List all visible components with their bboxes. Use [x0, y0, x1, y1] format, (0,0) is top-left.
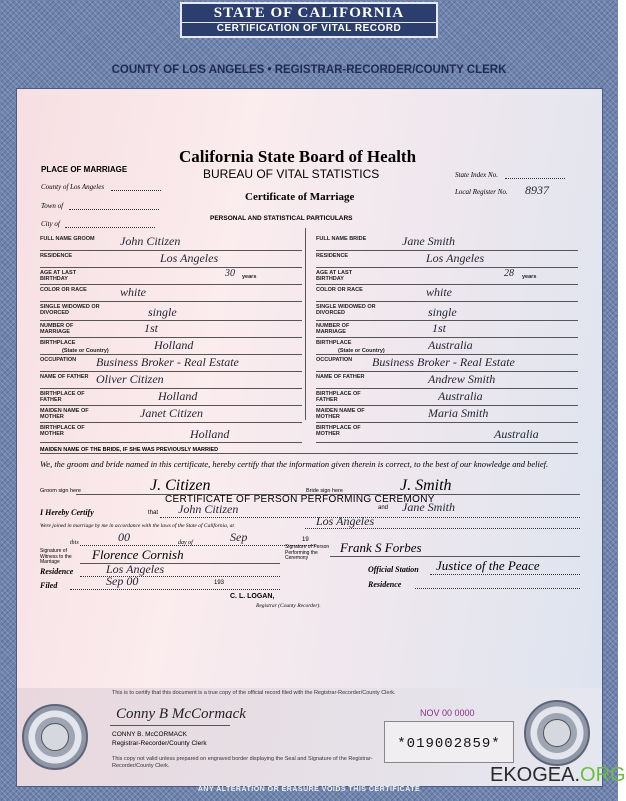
bride-color-row: COLOR OR RACE white	[316, 285, 578, 302]
bride-sign-label: Bride sign here	[306, 488, 343, 494]
serial-number-box	[384, 721, 514, 763]
town-line	[69, 209, 159, 210]
groom-occupation-row: OCCUPATION Business Broker - Real Estate	[40, 355, 302, 372]
performer-signature: Frank S Forbes	[340, 540, 422, 555]
groom-father: Oliver Citizen	[96, 372, 164, 386]
residence-value: Los Angeles	[106, 562, 165, 576]
void-notice: ANY ALTERATION OR ERASURE VOIDS THIS CERTIFICATE	[197, 786, 421, 793]
certificate-title: Certificate of Marriage	[245, 191, 355, 203]
bride-mother-birthplace: Australia	[494, 427, 539, 441]
date-stamp: NOV 00 0000	[420, 708, 475, 718]
filed-value: Sep 00	[106, 574, 139, 588]
groom-name: John Citizen	[120, 234, 181, 248]
bride-residence: Los Angeles	[426, 251, 485, 265]
local-register-number: 8937	[525, 183, 549, 197]
bride-residence-row: RESIDENCE Los Angeles	[316, 251, 578, 268]
bride-father-birth-row: BIRTHPLACE OF FATHER Australia	[316, 389, 578, 406]
groom-name-row: FULL NAME GROOM John Citizen	[40, 234, 302, 251]
groom-residence-row: RESIDENCE Los Angeles	[40, 251, 302, 268]
board-title: California State Board of Health	[179, 147, 417, 166]
performer-label: Signature of Person Performing the Ceremony	[285, 544, 330, 561]
bride-occupation: Business Broker - Real Estate	[372, 355, 515, 369]
groom-status-row: SINGLE WIDOWED OR DIVORCED single	[40, 302, 302, 321]
ceremony-month: Sep	[230, 530, 248, 544]
particulars-heading: PERSONAL AND STATISTICAL PARTICULARS	[210, 215, 353, 222]
bride-signature: J. Smith	[400, 477, 452, 494]
bride-father: Andrew Smith	[428, 372, 496, 386]
ceremony-place: Los Angeles	[316, 514, 375, 528]
certify-statement: We, the groom and bride named in this certificate, hereby certify that the information given therein is correct, to the best of our knowledge and belief.	[40, 459, 549, 469]
county-heading: COUNTY OF LOS ANGELES • REGISTRAR-RECORDER/COUNTY CLERK	[111, 64, 507, 76]
groom-mother-birthplace: Holland	[190, 427, 230, 441]
bride-occupation-row: OCCUPATION Business Broker - Real Estate	[316, 355, 578, 372]
groom-number-row: NUMBER OF MARRIAGE 1st	[40, 321, 302, 338]
clerk-signature: Conny B McCormack	[116, 706, 246, 722]
county-line	[111, 190, 161, 191]
witness-signature: Florence Cornish	[92, 547, 184, 562]
registrar-name: C. L. LOGAN,	[230, 593, 275, 600]
groom-number: 1st	[144, 321, 159, 335]
state-title: STATE OF CALIFORNIA	[213, 5, 405, 21]
bride-birthplace: Australia	[428, 338, 473, 352]
bride-age: 28	[504, 268, 514, 279]
groom-color-row: COLOR OR RACE white	[40, 285, 302, 302]
groom-signature: J. Citizen	[150, 477, 211, 494]
watermark-text: EKOGEA.ORG	[490, 764, 626, 786]
bride-birthplace-row: BIRTHPLACE (State or Country) Australia	[316, 338, 578, 355]
groom-residence: Los Angeles	[160, 251, 219, 265]
city-line	[65, 227, 155, 228]
bride-number-row: NUMBER OF MARRIAGE 1st	[316, 321, 578, 338]
state-banner	[180, 2, 438, 38]
groom-sign-label: Groom sign here	[40, 488, 81, 494]
bride-name: Jane Smith	[402, 234, 455, 248]
true-copy-text: This is to certify that this document is a true copy of the official record filed with the Registrar-Recorder/County Clerk.	[112, 690, 396, 696]
bride-color: white	[426, 285, 452, 299]
hereby-certify: I Hereby Certify	[40, 508, 94, 517]
groom-birthplace-row: BIRTHPLACE (State or Country) Holland	[40, 338, 302, 355]
maiden-name-note: MAIDEN NAME OF THE BRIDE, IF SHE WAS PREVIOUSLY MARRIED	[40, 447, 578, 454]
bride-mother: Maria Smith	[428, 406, 489, 420]
groom-father-birthplace: Holland	[158, 389, 198, 403]
ceremony-bride: Jane Smith	[402, 500, 455, 514]
witness-label: Signature of Witness to the Marriage	[40, 548, 72, 565]
bride-age-row: AGE AT LAST BIRTHDAY 28 years	[316, 268, 578, 285]
registrar-seal-icon	[524, 700, 590, 766]
groom-mother: Janet Citizen	[140, 406, 203, 420]
county-seal-icon	[22, 704, 88, 770]
bride-number: 1st	[432, 321, 447, 335]
bureau-title: BUREAU OF VITAL STATISTICS	[203, 167, 380, 181]
bride-status-row: SINGLE WIDOWED OR DIVORCED single	[316, 302, 578, 321]
groom-father-birth-row: BIRTHPLACE OF FATHER Holland	[40, 389, 302, 406]
official-station: Justice of the Peace	[436, 558, 540, 573]
bride-mother-birth-row: BIRTHPLACE OF MOTHER Australia	[316, 423, 578, 443]
groom-occupation: Business Broker - Real Estate	[96, 355, 239, 369]
cert-title: CERTIFICATION OF VITAL RECORD	[182, 22, 436, 35]
local-register-label: Local Register No.	[455, 188, 508, 196]
groom-status: single	[148, 305, 177, 319]
groom-age: 30	[225, 268, 235, 279]
state-index-label: State Index No.	[455, 171, 498, 179]
groom-birthplace: Holland	[154, 338, 194, 352]
bride-status: single	[428, 305, 457, 319]
groom-color: white	[120, 285, 146, 299]
ceremony-day: 00	[118, 530, 130, 544]
town-label: Town of	[41, 202, 64, 210]
place-heading: PLACE OF MARRIAGE	[41, 165, 128, 174]
state-index-line	[505, 178, 565, 179]
serial-number: *019002859*	[397, 736, 501, 752]
groom-age-row: AGE AT LAST BIRTHDAY 30 years	[40, 268, 302, 285]
bride-mother-row: MAIDEN NAME OF MOTHER Maria Smith	[316, 406, 578, 423]
bride-name-row: FULL NAME BRIDE Jane Smith	[316, 234, 578, 251]
joined-text: Were joined in marriage by me in accordance with the laws of the State of California, at	[40, 523, 234, 529]
ceremony-groom: John Citizen	[178, 502, 239, 516]
city-label: City of	[41, 220, 60, 228]
clerk-name: CONNY B. McCORMACK	[112, 731, 187, 738]
clerk-title: Registrar-Recorder/County Clerk	[112, 740, 207, 747]
certificate-sheet: STATE OF CALIFORNIA CERTIFICATION OF VITAL RECORD COUNTY OF LOS ANGELES • REGISTRAR-RECORDER/COUNTY CLERK PLACE OF MARRIAGE County of Los Angeles Town of City of California State Board of Health BUREAU OF VITAL STATISTICS Certificate of Marriage PERSONAL AND STATISTICAL PARTICULARS State Index No. Local Register No. 8937 FULL NAME GROOM John Citizen RESIDENCE Los Angeles AGE AT LAST BIRTHDAY 30 years COLOR OR RACE white SINGLE WIDOWED OR DIVORCED single NUMBER OF MARRIAGE 1st BIRTHPLACE (State or Country) Holland OCCUPATION Business Broker - Real Estate NAME OF FATHER Oliver Citizen BIRTHPLACE OF FATHER Holland MAIDEN NAME OF MOTHER Janet Citizen BIRTHPLACE OF MOTHER Holland FULL NAME BRIDE Jane Smith RESIDENCE Los Angeles AGE AT LAST BIRTHDAY 28 years COLOR OR RACE white SINGLE WIDOWED OR DIVORCED single NUMBER OF MARRIAGE 1st BIRTHPLACE (State or Country) Australia OCCUPATION Business Broker - Real Estate NAME OF FATHER Andrew Smith BIRTHPLACE OF FATHER Australia MAIDEN NAME OF MOTHER Maria Smith BIRTHPLACE OF MOTHER Australia MAIDEN NAME OF THE BRIDE, IF SHE WAS PREVIOUSLY MARRIED We, the groom and bride named in this certificate, hereby certify that the information given therein is correct, to the best of our knowledge and belief. Groom sign here J. Citizen Bride sign here J. Smith CERTIFICATE OF PERSON PERFORMING CEREMONY I Hereby Certify that John Citizen and Jane Smith Were joined in marriage by me in accordance with the laws of the State of California, at Los Angeles this 00 day of Sep 19 Signature of Witness to the Marriage Florence Cornish Signature of Person Performing the Ceremony Frank S Forbes Residence Los Angeles Official Station Justice of the Peace Filed Sep 00 193 Residence C. L. LOGAN, Registrar (County Recorder). This is to certify that this document is a true copy of the official record filed with the Registrar-Recorder/County Clerk. NOV 00 0000 Conny B McCormack CONNY B. McCORMACK Registrar-Recorder/County Clerk This copy not valid unless prepared on engraved border displaying the Seal and Signature of the Registrar-Recorder/County Clerk. *019002859* ANY ALTERATION OR ERASURE VOIDS THIS CERTIFICATE EKOGEA.ORG	[0, 0, 618, 801]
groom-mother-birth-row: BIRTHPLACE OF MOTHER Holland	[40, 423, 302, 443]
column-divider	[305, 228, 306, 420]
groom-father-row: NAME OF FATHER Oliver Citizen	[40, 372, 302, 389]
registrar-title: Registrar (County Recorder).	[256, 603, 321, 609]
groom-mother-row: MAIDEN NAME OF MOTHER Janet Citizen	[40, 406, 302, 423]
bride-father-row: NAME OF FATHER Andrew Smith	[316, 372, 578, 389]
not-valid-notice: This copy not valid unless prepared on engraved border displaying the Seal and Signature of the Registrar-Recorder/County Clerk.	[112, 756, 373, 769]
bride-father-birthplace: Australia	[438, 389, 483, 403]
county-label: County of Los Angeles	[41, 183, 105, 191]
ceremony-heading: CERTIFICATE OF PERSON PERFORMING CEREMONY	[165, 494, 435, 505]
